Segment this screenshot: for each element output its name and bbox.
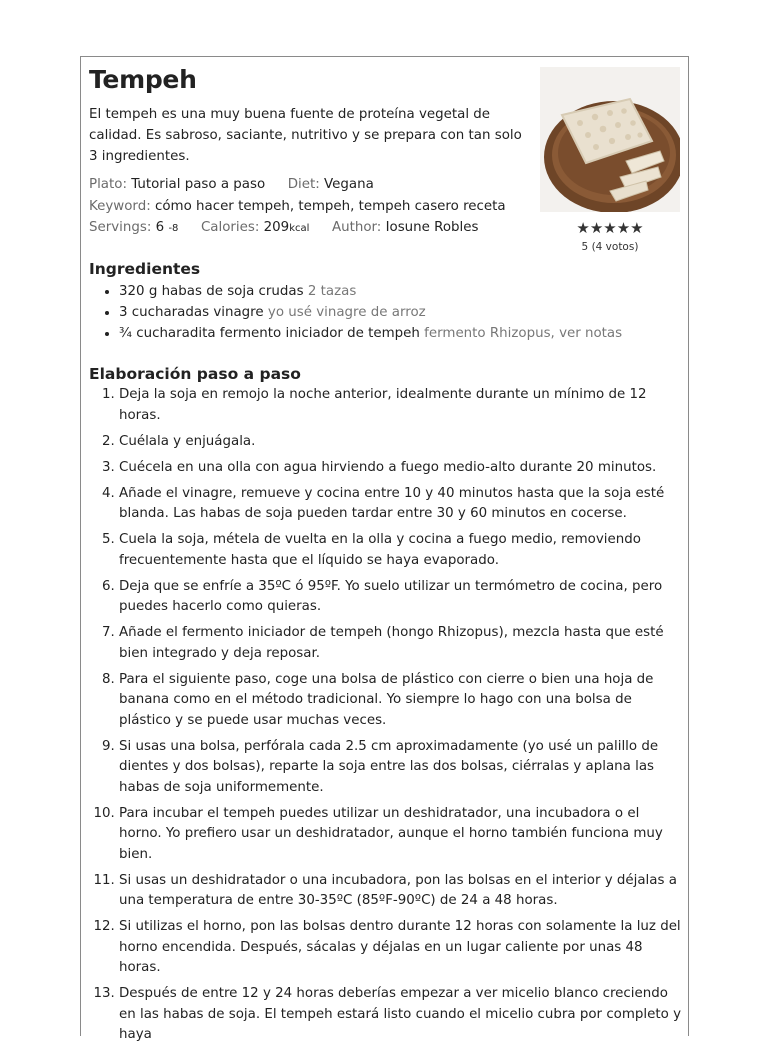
instruction-step: 12. Si utilizas el horno, pon las bolsas dentro durante 12 horas con solamente la luz del horno encendida. Después, sácalas y déjalas en un lugar caliente por unas 48 horas. <box>119 917 684 979</box>
ingredients-heading: Ingredientes <box>89 260 201 278</box>
plato-value[interactable]: Tutorial paso a paso <box>131 177 266 192</box>
keyword-label: Keyword: <box>89 199 151 214</box>
servings-adjust[interactable]: -8 <box>168 223 179 234</box>
rating-votes: 5 (4 votos) <box>581 241 639 253</box>
meta-row-keyword <box>89 197 506 217</box>
instruction-step: 4. Añade el vinagre, remueve y cocina entre 10 y 40 minutos hasta que la soja esté blanda. Las habas de soja pueden tardar entre 30 y 60 minutos en cocerse. <box>119 484 684 525</box>
plato-label: Plato: <box>89 177 127 192</box>
meta-row-servings <box>89 218 478 239</box>
instructions-heading: Elaboración paso a paso <box>89 365 301 383</box>
tempeh-photo <box>540 67 680 212</box>
instruction-step: 10. Para incubar el tempeh puedes utilizar un deshidratador, una incubadora o el horno. Yo prefiero usar un deshidratador, aunque el horno también funciona muy bien. <box>119 804 684 866</box>
instruction-step: 13. Después de entre 12 y 24 horas deberías empezar a ver micelio blanco creciendo en las habas de soja. El tempeh estará listo cuando el micelio cubra por completo y haya <box>119 984 684 1046</box>
recipe-title: Tempeh <box>89 65 197 94</box>
instruction-step: 5. Cuela la soja, métela de vuelta en la olla y cocina a fuego medio, removiendo frecuentemente hasta que el líquido se haya evaporado. <box>119 530 684 571</box>
author-label: Author: <box>331 220 382 235</box>
instruction-step: 7. Añade el fermento iniciador de tempeh (hongo Rhizopus), mezcla hasta que esté bien integrado y deja reposar. <box>119 623 684 664</box>
servings-label: Servings: <box>89 220 152 235</box>
instruction-step: 6. Deja que se enfríe a 35ºC ó 95ºF. Yo suelo utilizar un termómetro de cocina, pero puedes hacerlo como quieras. <box>119 577 684 618</box>
servings-value[interactable]: 6 <box>155 220 165 235</box>
instruction-step: 11. Si usas un deshidratador o una incubadora, pon las bolsas en el interior y déjalas a una temperatura de entre 30-35ºC (85ºF-90ºC) de 24 a 48 horas. <box>119 871 684 912</box>
instructions-list <box>89 385 684 1051</box>
rating-stars[interactable]: ★★★★★ <box>576 219 644 237</box>
ingredient-item: • 3 cucharadas vinagre yo usé vinagre de arroz <box>119 302 679 323</box>
calories-label: Calories: <box>200 220 260 235</box>
diet-value: Vegana <box>324 177 374 192</box>
meta-row-course <box>89 175 374 195</box>
keyword-value: cómo hacer tempeh, tempeh, tempeh casero receta <box>154 199 506 214</box>
instruction-step: 9. Si usas una bolsa, perfórala cada 2.5 cm aproximadamente (yo usé un palillo de dientes y dos bolsas), reparte la soja entre las dos bolsas, ciérralas y aplana las habas de soja uniformemente. <box>119 737 684 799</box>
calories-unit: kcal <box>289 223 310 234</box>
recipe-summary: El tempeh es una muy buena fuente de proteína vegetal de calidad. Es sabroso, saciante, nutritivo y se prepara con tan solo 3 ingredientes. <box>89 107 522 164</box>
ingredient-item: • 320 g habas de soja crudas 2 tazas <box>119 281 679 302</box>
tempeh-photo-icon <box>540 67 680 212</box>
author-value: Iosune Robles <box>385 220 479 235</box>
instruction-step: 1. Deja la soja en remojo la noche anterior, idealmente durante un mínimo de 12 horas. <box>119 385 684 426</box>
calories-value: 209 <box>263 220 290 235</box>
ingredient-item: • ¾ cucharadita fermento iniciador de tempeh fermento Rhizopus, ver notas <box>119 323 679 344</box>
diet-label: Diet: <box>287 177 320 192</box>
recipe-card <box>80 56 689 1042</box>
instruction-step: 8. Para el siguiente paso, coge una bolsa de plástico con cierre o bien una hoja de banana como en el método tradicional. Yo siempre lo hago con una bolsa de plástico y se puede usar muchas veces. <box>119 670 684 732</box>
instruction-step: 3. Cuécela en una olla con agua hirviendo a fuego medio-alto durante 20 minutos. <box>119 458 684 479</box>
ingredients-list <box>89 281 679 344</box>
instruction-step: 2. Cuélala y enjuágala. <box>119 432 684 453</box>
